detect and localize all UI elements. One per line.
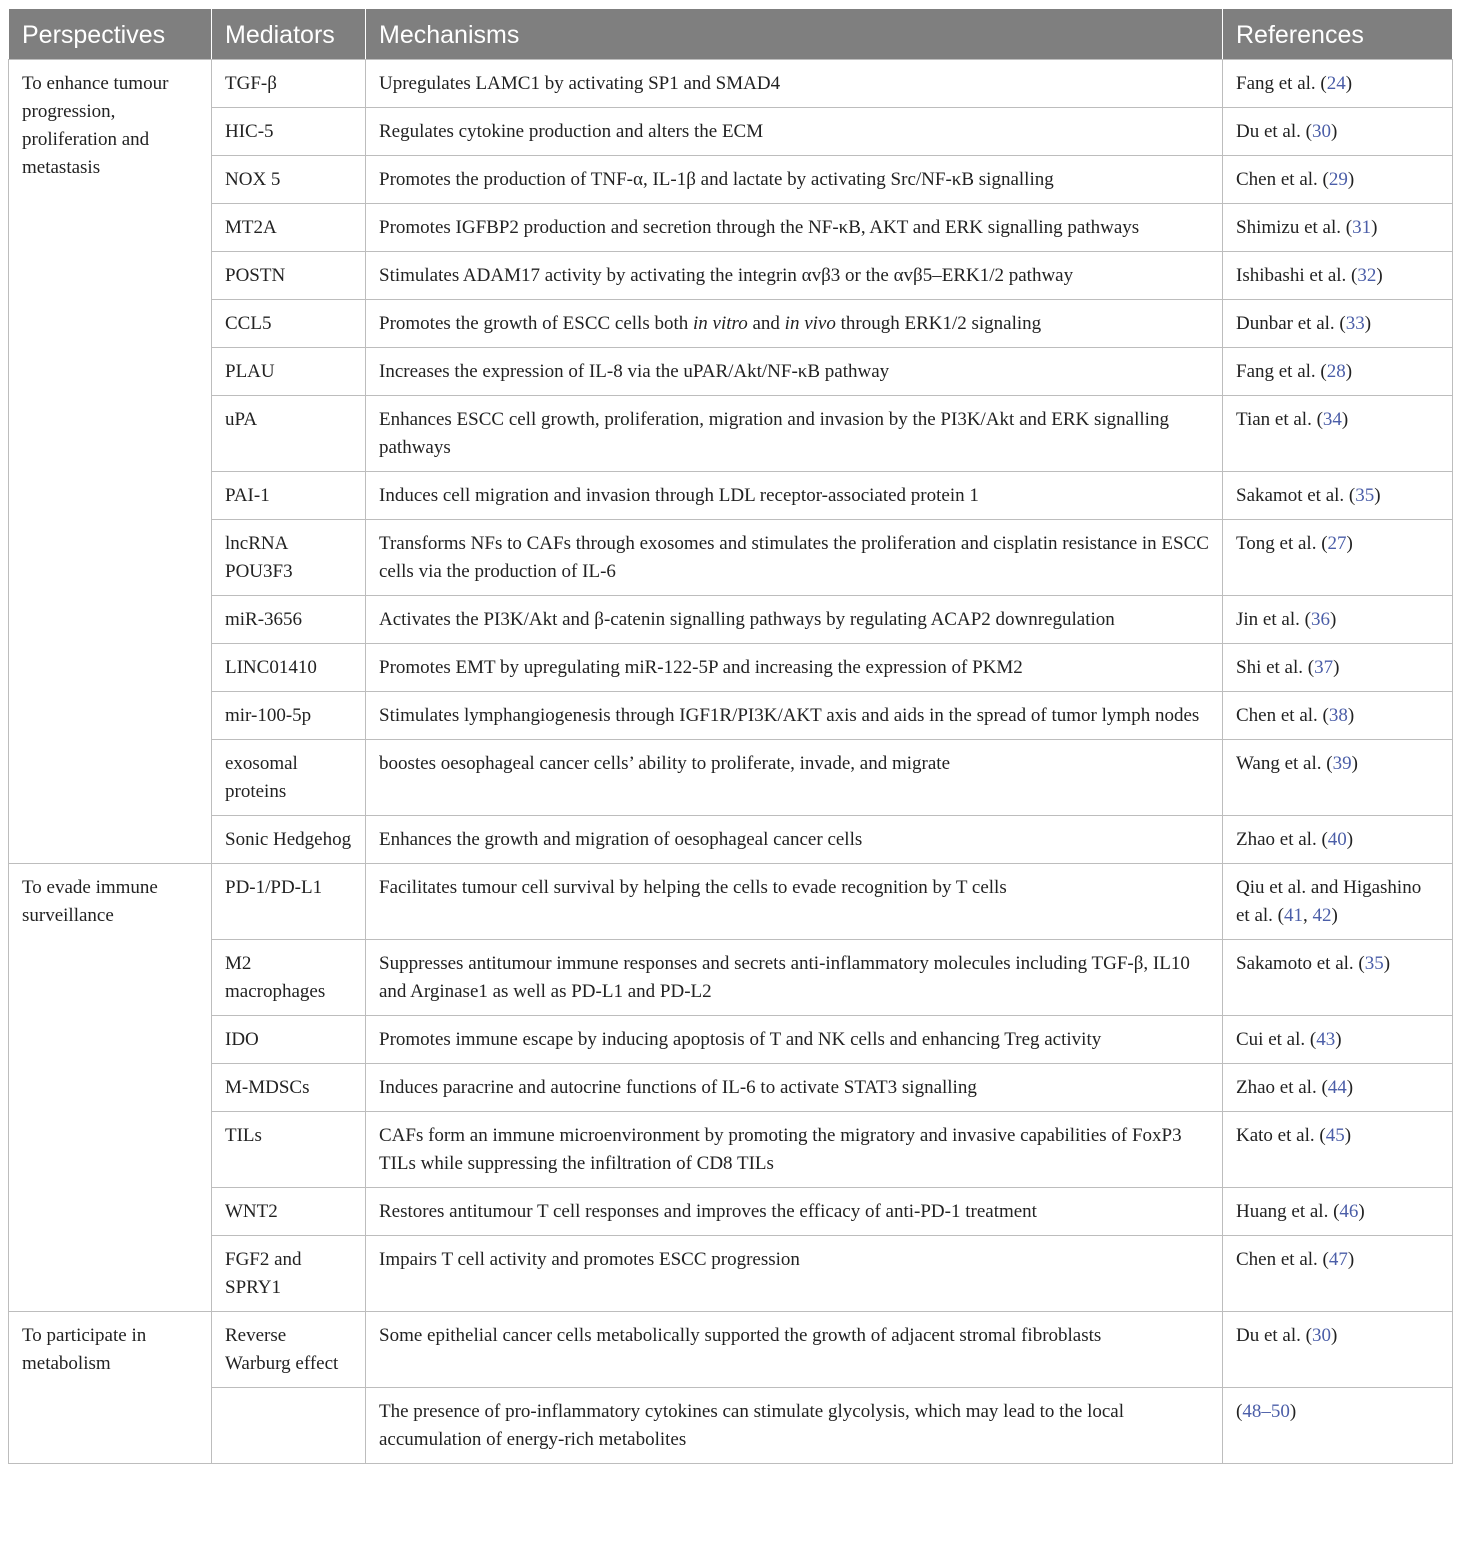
table-row — [9, 108, 1453, 156]
mechanism-text: Promotes the growth of ESCC cells both — [379, 313, 694, 334]
mechanism-cell: The presence of pro-inflammatory cytokines can stimulate glycolysis, which may lead to the local accumulation of energy-rich metabolites — [366, 1388, 1223, 1464]
reference-cell — [1223, 472, 1453, 520]
ref-close: ) — [1374, 485, 1381, 506]
reference-cell — [1223, 1112, 1453, 1188]
ref-close: ) — [1289, 1401, 1297, 1422]
ref-text: Chen et al. ( — [1236, 1249, 1329, 1270]
ref-text: Jin et al. ( — [1236, 609, 1311, 630]
mediator-cell: TGF-β — [212, 60, 366, 108]
ref-link[interactable]: 40 — [1327, 829, 1347, 850]
ref-link[interactable]: 48–50 — [1242, 1401, 1290, 1422]
mechanism-cell: Some epithelial cancer cells metabolically supported the growth of adjacent stromal fibroblasts — [366, 1312, 1223, 1388]
table-row — [9, 692, 1453, 740]
ref-link[interactable]: 47 — [1328, 1249, 1348, 1270]
ref-text: Du et al. ( — [1236, 121, 1312, 142]
table-row — [9, 1312, 1453, 1388]
mediator-cell: IDO — [212, 1016, 366, 1064]
mechanism-cell: Promotes the production of TNF-α, IL-1β and lactate by activating Src/NF-κB signalling — [366, 156, 1223, 204]
mechanism-cell: Regulates cytokine production and alters the ECM — [366, 108, 1223, 156]
reference-cell — [1223, 1312, 1453, 1388]
ref-link[interactable]: 30 — [1311, 121, 1331, 142]
perspective-cell: To evade immune surveillance — [9, 864, 212, 1312]
table-row — [9, 156, 1453, 204]
ref-text: Tian et al. ( — [1236, 409, 1323, 430]
ref-close: ) — [1358, 1201, 1365, 1222]
ref-close: ) — [1346, 829, 1354, 850]
ref-close: ) — [1346, 533, 1353, 554]
table-row — [9, 1064, 1453, 1112]
ref-text: ( — [1236, 1401, 1243, 1422]
table-header — [9, 9, 1453, 60]
table-row — [9, 740, 1453, 816]
reference-cell — [1223, 692, 1453, 740]
ref-text: Chen et al. ( — [1236, 169, 1329, 190]
mechanism-cell: Upregulates LAMC1 by activating SP1 and SMAD4 — [366, 60, 1223, 108]
ref-close: ) — [1329, 609, 1337, 630]
mediator-cell: mir-100-5p — [212, 692, 366, 740]
ref-link[interactable]: 46 — [1339, 1201, 1359, 1222]
mechanism-cell: Suppresses antitumour immune responses and secrets anti-inflammatory molecules including TGF-β, IL10 and Arginase1 as well as PD-L1 and PD-L2 — [366, 940, 1223, 1016]
ref-link[interactable]: 36 — [1310, 609, 1330, 630]
mediator-cell — [212, 1388, 366, 1464]
mediator-cell: lncRNA POU3F3 — [212, 520, 366, 596]
table-row — [9, 1388, 1453, 1464]
ref-close: ) — [1335, 1029, 1342, 1050]
header-perspectives: Perspectives — [9, 9, 212, 60]
mechanism-cell: Enhances ESCC cell growth, proliferation, migration and invasion by the PI3K/Akt and ERK signalling pathways — [366, 396, 1223, 472]
mechanism-cell: Increases the expression of IL-8 via the uPAR/Akt/NF-κB pathway — [366, 348, 1223, 396]
ref-link[interactable]: 35 — [1364, 953, 1384, 974]
reference-cell — [1223, 60, 1453, 108]
ref-link[interactable]: 42 — [1312, 905, 1332, 926]
reference-cell — [1223, 520, 1453, 596]
reference-cell — [1223, 1388, 1453, 1464]
mechanism-cell: Promotes IGFBP2 production and secretion through the NF-κB, AKT and ERK signalling pathways — [366, 204, 1223, 252]
reference-cell — [1223, 1064, 1453, 1112]
mediator-cell: exosomal proteins — [212, 740, 366, 816]
mechanism-cell: Stimulates lymphangiogenesis through IGF1R/PI3K/AKT axis and aids in the spread of tumor lymph nodes — [366, 692, 1223, 740]
mediator-cell: PAI-1 — [212, 472, 366, 520]
table-row — [9, 1112, 1453, 1188]
reference-cell — [1223, 348, 1453, 396]
header-row — [9, 9, 1453, 60]
reference-cell — [1223, 252, 1453, 300]
reference-cell — [1223, 204, 1453, 252]
header-mechanisms: Mechanisms — [366, 9, 1223, 60]
mediator-cell: WNT2 — [212, 1188, 366, 1236]
ref-close: ) — [1376, 265, 1383, 286]
ref-text: Zhao et al. ( — [1236, 1077, 1328, 1098]
ref-link[interactable]: 29 — [1328, 169, 1348, 190]
mechanism-cell — [366, 300, 1223, 348]
table-row — [9, 204, 1453, 252]
ref-link[interactable]: 33 — [1345, 313, 1365, 334]
mediators-table — [8, 8, 1453, 1464]
ref-link[interactable]: 34 — [1322, 409, 1342, 430]
mediator-cell: Reverse Warburg effect — [212, 1312, 366, 1388]
mediator-cell: NOX 5 — [212, 156, 366, 204]
table-row — [9, 252, 1453, 300]
mediator-cell: FGF2 and SPRY1 — [212, 1236, 366, 1312]
ref-close: ) — [1347, 1249, 1355, 1270]
mechanism-cell: Promotes EMT by upregulating miR-122-5P and increasing the expression of PKM2 — [366, 644, 1223, 692]
ref-close: ) — [1351, 753, 1358, 774]
reference-cell — [1223, 300, 1453, 348]
mechanism-cell: Enhances the growth and migration of oesophageal cancer cells — [366, 816, 1223, 864]
header-mediators: Mediators — [212, 9, 366, 60]
reference-cell — [1223, 156, 1453, 204]
mechanism-cell: Induces cell migration and invasion through LDL receptor-associated protein 1 — [366, 472, 1223, 520]
table-row — [9, 396, 1453, 472]
mediator-cell: CCL5 — [212, 300, 366, 348]
table-row — [9, 1236, 1453, 1312]
ref-link[interactable]: 39 — [1332, 753, 1352, 774]
ref-close: ) — [1333, 657, 1340, 678]
reference-cell — [1223, 596, 1453, 644]
ref-text: Dunbar et al. ( — [1236, 313, 1346, 334]
ref-text: Sakamot et al. ( — [1236, 485, 1356, 506]
reference-cell — [1223, 1016, 1453, 1064]
ref-link[interactable]: 24 — [1326, 73, 1346, 94]
mediator-cell: PD-1/PD-L1 — [212, 864, 366, 940]
ref-link[interactable]: 30 — [1311, 1325, 1331, 1346]
mechanism-cell: Transforms NFs to CAFs through exosomes and stimulates the proliferation and cisplatin resistance in ESCC cells via the production of IL-6 — [366, 520, 1223, 596]
reference-cell — [1223, 108, 1453, 156]
ref-close: ) — [1330, 1325, 1338, 1346]
ref-text: Tong et al. ( — [1236, 533, 1328, 554]
ref-text: Huang et al. ( — [1236, 1201, 1340, 1222]
perspective-cell: To participate in metabolism — [9, 1312, 212, 1464]
table-row — [9, 348, 1453, 396]
ref-close: ) — [1344, 1125, 1352, 1146]
ref-text: Du et al. ( — [1236, 1325, 1312, 1346]
ref-close: ) — [1364, 313, 1372, 334]
ref-text: Fang et al. ( — [1236, 73, 1327, 94]
mechanism-cell: Promotes immune escape by inducing apoptosis of T and NK cells and enhancing Treg activity — [366, 1016, 1223, 1064]
mechanism-text: through ERK1/2 signaling — [835, 313, 1042, 334]
table-row — [9, 1016, 1453, 1064]
ref-link[interactable]: 31 — [1352, 217, 1372, 238]
reference-cell — [1223, 740, 1453, 816]
table-row — [9, 1188, 1453, 1236]
ref-close: ) — [1383, 953, 1391, 974]
ref-close: ) — [1347, 169, 1355, 190]
mechanism-italic: in vitro — [693, 313, 748, 334]
mechanism-cell: CAFs form an immune microenvironment by promoting the migratory and invasive capabilities of FoxP3 TILs while suppressing the infiltration of CD8 TILs — [366, 1112, 1223, 1188]
perspective-cell: To enhance tumour progression, proliferation and metastasis — [9, 60, 212, 864]
ref-text: Ishibashi et al. ( — [1236, 265, 1358, 286]
ref-link[interactable]: 45 — [1325, 1125, 1345, 1146]
ref-close: ) — [1341, 409, 1349, 430]
mechanism-cell: Induces paracrine and autocrine functions of IL-6 to activate STAT3 signalling — [366, 1064, 1223, 1112]
ref-link[interactable]: 27 — [1327, 533, 1347, 554]
ref-link[interactable]: 38 — [1328, 705, 1348, 726]
ref-close: ) — [1345, 73, 1353, 94]
reference-cell — [1223, 1188, 1453, 1236]
table-row — [9, 864, 1453, 940]
ref-close: ) — [1345, 361, 1353, 382]
mediator-cell: M-MDSCs — [212, 1064, 366, 1112]
mechanism-cell: Restores antitumour T cell responses and improves the efficacy of anti-PD-1 treatment — [366, 1188, 1223, 1236]
ref-text: Chen et al. ( — [1236, 705, 1329, 726]
mediator-cell: PLAU — [212, 348, 366, 396]
mechanism-text: and — [747, 313, 785, 334]
mediator-cell: POSTN — [212, 252, 366, 300]
header-references: References — [1223, 9, 1453, 60]
mediator-cell: TILs — [212, 1112, 366, 1188]
table-row — [9, 644, 1453, 692]
ref-link[interactable]: 37 — [1314, 657, 1334, 678]
ref-close: ) — [1330, 121, 1338, 142]
table-row — [9, 60, 1453, 108]
ref-link[interactable]: 41 — [1284, 905, 1304, 926]
reference-cell — [1223, 940, 1453, 1016]
mediator-cell: LINC01410 — [212, 644, 366, 692]
ref-text: Shimizu et al. ( — [1236, 217, 1353, 238]
ref-text: Zhao et al. ( — [1236, 829, 1328, 850]
table-body — [9, 60, 1453, 1464]
reference-cell — [1223, 644, 1453, 692]
ref-text: Shi et al. ( — [1236, 657, 1315, 678]
reference-cell — [1223, 1236, 1453, 1312]
mechanism-cell: boostes oesophageal cancer cells’ ability to proliferate, invade, and migrate — [366, 740, 1223, 816]
table-row — [9, 940, 1453, 1016]
mediator-cell: miR-3656 — [212, 596, 366, 644]
ref-close: ) — [1347, 705, 1355, 726]
ref-link[interactable]: 32 — [1357, 265, 1377, 286]
ref-link[interactable]: 43 — [1316, 1029, 1336, 1050]
ref-text: Kato et al. ( — [1236, 1125, 1326, 1146]
reference-cell — [1223, 816, 1453, 864]
mechanism-cell: Stimulates ADAM17 activity by activating the integrin αvβ3 or the αvβ5–ERK1/2 pathway — [366, 252, 1223, 300]
mechanism-cell: Impairs T cell activity and promotes ESCC progression — [366, 1236, 1223, 1312]
mediator-cell: MT2A — [212, 204, 366, 252]
mediator-cell: Sonic Hedgehog — [212, 816, 366, 864]
ref-text: Fang et al. ( — [1236, 361, 1327, 382]
ref-text: Cui et al. ( — [1236, 1029, 1317, 1050]
ref-link[interactable]: 44 — [1327, 1077, 1347, 1098]
reference-cell — [1223, 864, 1453, 940]
ref-close: ) — [1331, 905, 1338, 926]
mechanism-cell: Facilitates tumour cell survival by helping the cells to evade recognition by T cells — [366, 864, 1223, 940]
table-row — [9, 300, 1453, 348]
table-row — [9, 596, 1453, 644]
ref-close: ) — [1346, 1077, 1354, 1098]
ref-close: ) — [1371, 217, 1378, 238]
ref-separator: , — [1303, 905, 1313, 926]
mediator-cell: M2 macrophages — [212, 940, 366, 1016]
ref-text: Qiu et al. and Higashino et al. ( — [1236, 877, 1422, 926]
mechanism-italic: in vivo — [784, 313, 836, 334]
table-row — [9, 472, 1453, 520]
mediator-cell: uPA — [212, 396, 366, 472]
ref-text: Sakamoto et al. ( — [1236, 953, 1365, 974]
reference-cell — [1223, 396, 1453, 472]
ref-text: Wang et al. ( — [1236, 753, 1333, 774]
mechanism-cell: Activates the PI3K/Akt and β-catenin signalling pathways by regulating ACAP2 downregulation — [366, 596, 1223, 644]
ref-link[interactable]: 28 — [1326, 361, 1346, 382]
table-row — [9, 520, 1453, 596]
ref-link[interactable]: 35 — [1355, 485, 1375, 506]
table-row — [9, 816, 1453, 864]
mediator-cell: HIC-5 — [212, 108, 366, 156]
